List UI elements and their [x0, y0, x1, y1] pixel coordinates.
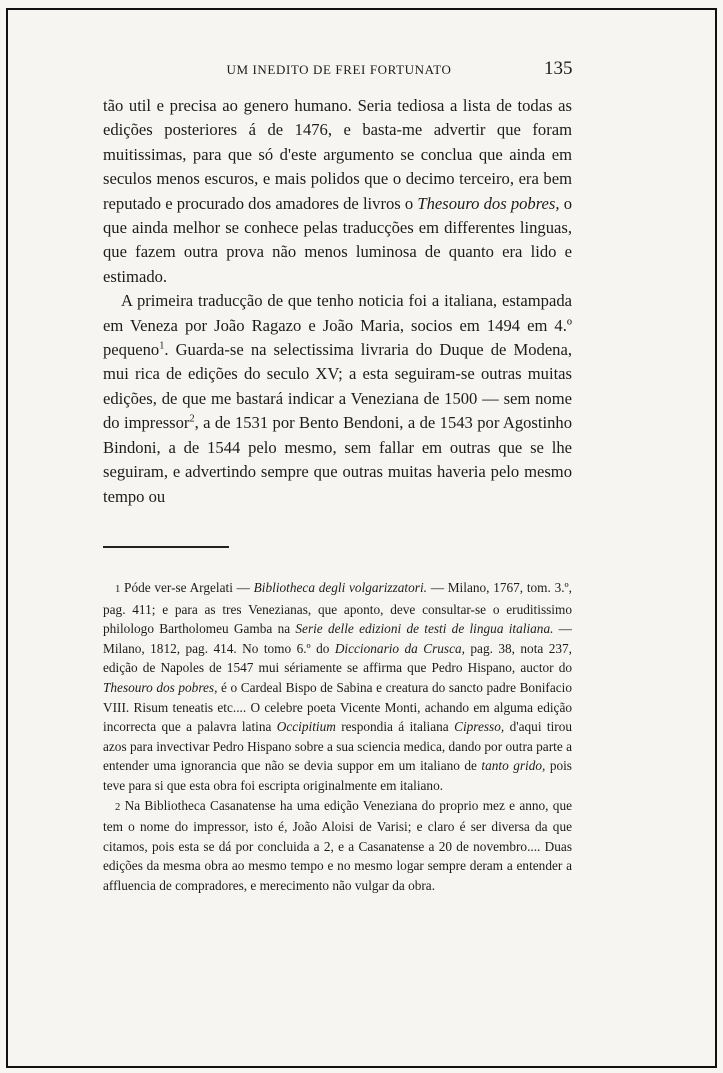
footnotes — [103, 578, 572, 896]
text-run: tão util e precisa ao genero humano. Seria tediosa a lista de todas as edições posteriores á de 1476, e basta-me advertir que foram muitissimas, para que só d'este argumento se conclua que ainda em seculos menos escuros, e mais polidos que o decimo terceiro, era bem reputado e procurado dos amadores de livros o — [103, 96, 572, 213]
main-text — [103, 94, 572, 509]
paragraph-1 — [103, 94, 572, 289]
page-number: 135 — [544, 58, 573, 79]
footnote-1 — [103, 578, 572, 796]
italic-title: Thesouro dos pobres, — [417, 193, 560, 213]
footnote-number: 2 — [115, 801, 121, 813]
text-run: . Guarda-se na selectissima livraria do Duque de Modena, mui rica de edições do seculo XV; a esta seguiram-se outras muitas edições, de que me bastará indicar a Veneziana de 1500 — sem nome do impressor — [103, 340, 572, 433]
text-run: A primeira traducção de que tenho noticia foi a italiana, estampada em Veneza por João Ragazo e João Maria, socios em 1494 em 4.º pequeno — [103, 291, 572, 360]
footnote-ref-1[interactable]: 1 — [159, 340, 165, 352]
text-run: Na Bibliotheca Casanatense ha uma edição Veneziana do proprio mez e anno, que tem o nome do impressor, isto é, João Aloisi de Varisi; e claro é ser diversa da que citamos, pois esta se dá por concluida a 2, e a Casanatense a 20 de novembro.... Duas edições da mesma obra ao mesmo tempo e no mesmo logar sempre deram a entender a affluencia de compradores, e merecimento não vulgar da obra. — [103, 797, 572, 893]
text-run: , a de 1531 por Bento Bendoni, a de 1543 por Agostinho Bindoni, a de 1544 pelo mesmo, sem fallar em outras que se lhe seguiram, e advertindo sempre que outras muitas haveria pelo mesmo tempo ou — [103, 413, 572, 506]
italic-word: tanto grido, — [481, 758, 546, 774]
text-run: é o Cardeal Bispo de Sabina e creatura do sancto padre Bonifacio VIII. Risum teneatis etc.... O celebre poeta Vicente Monti, achando em alguma edição incorrecta que a palavra latina — [103, 679, 572, 735]
italic-title: Bibliotheca degli volgarizzatori. — [253, 580, 427, 595]
footnote-2 — [103, 796, 572, 896]
footnote-ref-2[interactable]: 2 — [189, 413, 195, 425]
running-header: UM INEDITO DE FREI FORTUNATO — [226, 62, 452, 77]
italic-title: Serie delle edizioni de testi de lingua italiana. — [295, 621, 554, 637]
text-run: — Milano, 1767, tom. 3.º, pag. 411; e para as tres Venezianas, que aponto, deve consultar-se o eruditissimo philologo Bartholomeu Gamba na — [103, 580, 572, 637]
text-run: pois teve para si que esta obra foi escripta originalmente em italiano. — [103, 758, 572, 793]
footnote-rule — [103, 546, 229, 548]
italic-word: Occipitium — [276, 719, 336, 735]
footnote-number: 1 — [115, 584, 121, 595]
paragraph-2 — [103, 289, 572, 509]
text-run: — Milano, 1812, pag. 414. No tomo 6.º do — [103, 621, 572, 656]
text-run: Póde ver-se Argelati — — [124, 580, 254, 595]
italic-word: Cipresso, — [454, 719, 505, 735]
italic-title: Thesouro dos pobres, — [103, 679, 218, 695]
italic-title: Diccionario da Crusca, — [334, 640, 465, 656]
text-run: o que ainda melhor se conhece pelas traducções em differentes linguas, que fazem outra prova não menos luminosa de quanto era lido e estimado. — [103, 193, 573, 286]
text-run: respondia á italiana — [335, 719, 455, 735]
text-run: pag. 38, nota 237, edição de Napoles de 1547 mui sériamente se affirma que Pedro Hispano, auctor do — [103, 640, 572, 676]
text-run: d'aqui tirou azos para invectivar Pedro Hispano sobre a sua sciencia medica, dando por outra parte a entender uma ignorancia que não se devia suppor em um italiano de — [103, 719, 572, 774]
